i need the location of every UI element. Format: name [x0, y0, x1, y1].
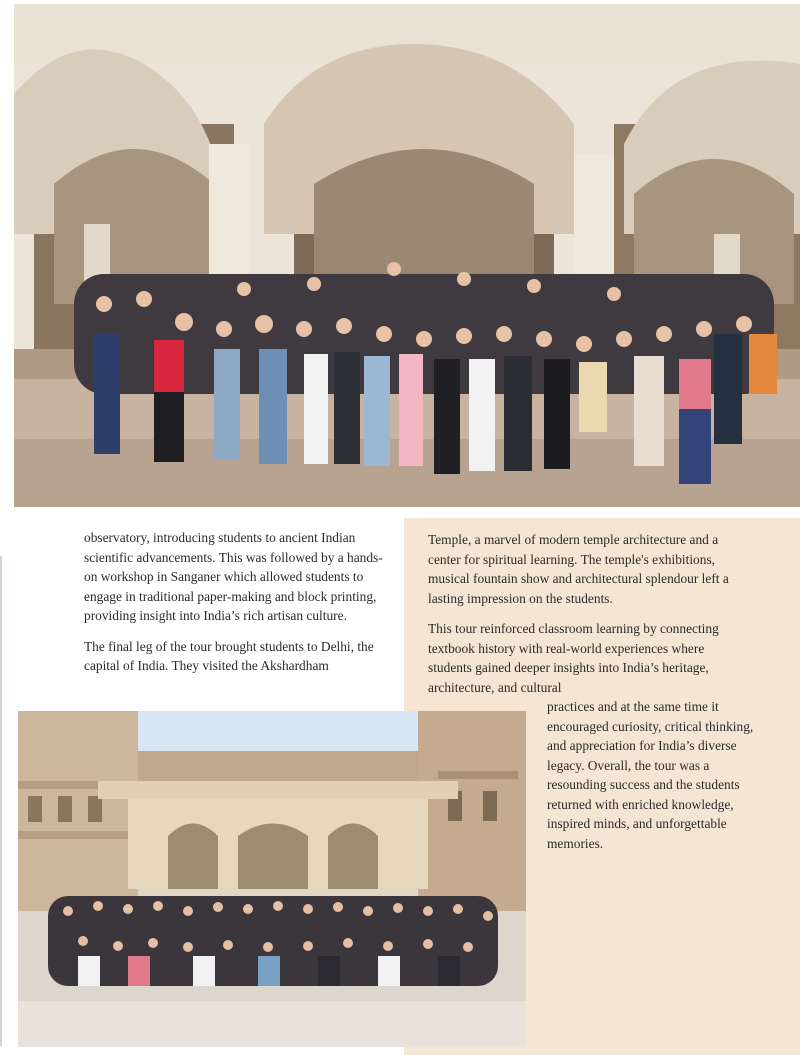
paragraph: This tour reinforced classroom learning by connecting textbook history with real-world experiences where students gained deeper insights into India’s heritage, architecture, and cultural [428, 621, 719, 695]
article-right-column-continued [547, 697, 762, 864]
paragraph: The final leg of the tour brought students to Delhi, the capital of India. They visited the Akshardham [84, 638, 374, 673]
page-edge-line [0, 556, 2, 1046]
paragraph: Temple, a marvel of modern temple architecture and a center for spiritual learning. The temple's exhibitions, musical fountain show and architectural splendour left a lasting impression on the students. [428, 532, 729, 606]
article-right-column [428, 530, 740, 708]
group-photo-marble-pavilion [14, 4, 800, 507]
group-photo-fort-courtyard [18, 711, 526, 1047]
paragraph: observatory, introducing students to ancient Indian scientific advancements. This was followed by a hands-on workshop in Sanganer which allowed students to engage in traditional paper-making and block printing, providing insight into India’s rich artisan culture. [84, 530, 383, 623]
paragraph: practices and at the same time it encouraged curiosity, critical thinking, and appreciation for India’s diverse legacy. Overall, the tour was a resounding success and the students returned with enriched knowledge, inspired minds, and unforgettable memories. [547, 699, 754, 851]
article-left-column [84, 528, 396, 687]
